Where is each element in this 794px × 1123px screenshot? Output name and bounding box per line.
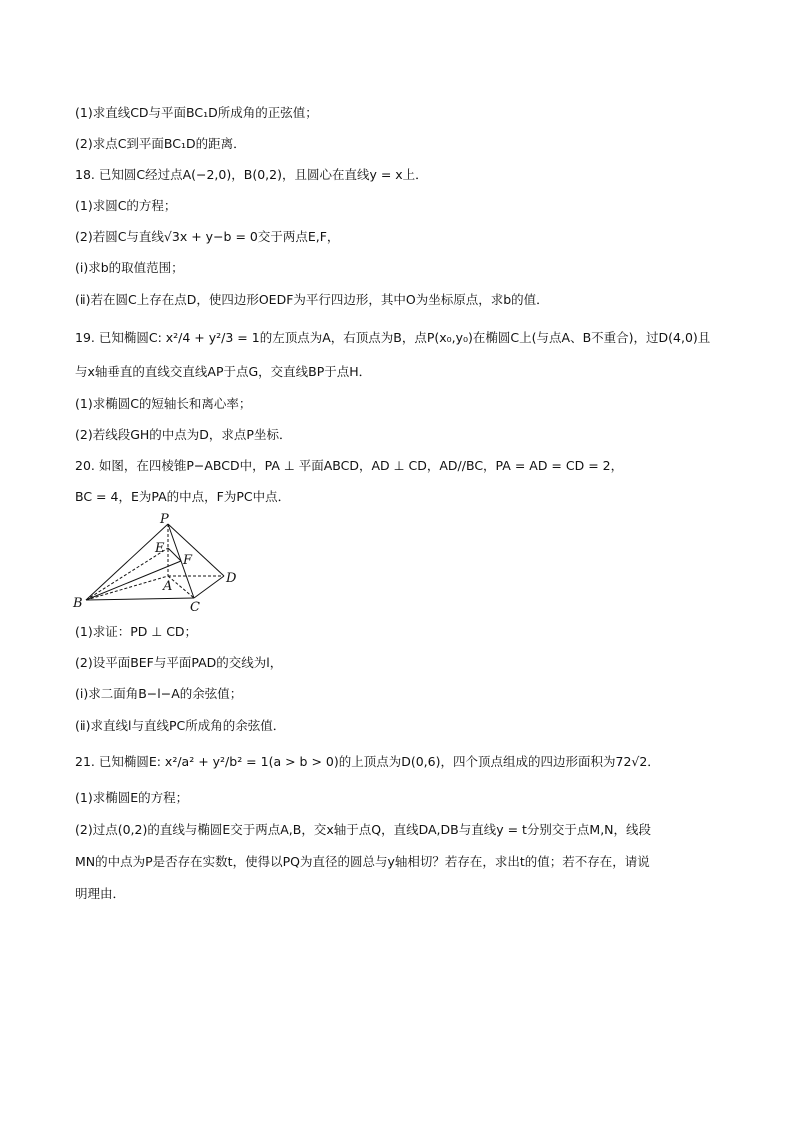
q18-part2: (2)若圆C与直线√3x + y−b = 0交于两点E,F， xyxy=(75,229,340,244)
q20-stem-line2: BC = 4，E为PA的中点，F为PC中点． xyxy=(75,489,291,504)
q19-stem-line1: 19. 已知椭圆C: x²/4 + y²/3 = 1的左顶点为A，右顶点为B，点P(x₀,y₀)在椭圆C上(与点A、B不重合)，过D(4,0)且 xyxy=(75,330,711,345)
q19-part1: (1)求椭圆C的短轴长和离心率； xyxy=(75,396,252,411)
q21-stem: 21. 已知椭圆E: x²/a² + y²/b² = 1(a > b > 0)的上顶点为D(0,6)，四个顶点组成的四边形面积为72√2． xyxy=(75,754,660,769)
q17-part1: (1)求直线CD与平面BC₁D所成角的正弦值； xyxy=(75,105,318,120)
q17-part2: (2)求点C到平面BC₁D的距离． xyxy=(75,136,246,151)
q18-part1: (1)求圆C的方程； xyxy=(75,198,177,213)
q20-part1: (1)求证：PD ⊥ CD； xyxy=(75,624,198,639)
q21-part2-line2: MN的中点为P是否存在实数t，使得以PQ为直径的圆总与y轴相切？若存在，求出t的值；若不存在，请说 xyxy=(75,854,650,869)
label-P: P xyxy=(160,512,169,527)
q20-part2-i: (ⅰ)求二面角B−l−A的余弦值； xyxy=(75,686,243,701)
edge-PD xyxy=(168,524,224,576)
label-A: A xyxy=(163,579,173,594)
q21-part1: (1)求椭圆E的方程； xyxy=(75,790,189,805)
q21-part2-line3: 明理由． xyxy=(75,886,126,901)
q20-stem-line1: 20. 如图，在四棱锥P−ABCD中，PA ⊥ 平面ABCD，AD ⊥ CD，AD//BC，PA = AD = CD = 2， xyxy=(75,458,624,473)
q19-stem-line2: 与x轴垂直的直线交直线AP于点G，交直线BP于点H． xyxy=(75,364,372,379)
q20-part2-ii: (ⅱ)求直线l与直线PC所成角的余弦值． xyxy=(75,718,286,733)
label-B: B xyxy=(73,596,83,611)
edge-BC xyxy=(86,598,194,600)
edge-PB xyxy=(86,524,168,600)
q20-part2: (2)设平面BEF与平面PAD的交线为l， xyxy=(75,655,283,670)
label-E: E xyxy=(155,541,165,556)
edge-CD xyxy=(194,576,224,598)
q19-part2: (2)若线段GH的中点为D，求点P坐标． xyxy=(75,427,292,442)
pyramid-figure xyxy=(72,512,247,614)
q21-part2-line1: (2)过点(0,2)的直线与椭圆E交于两点A,B，交x轴于点Q，直线DA,DB与直线y = t分别交于点M,N，线段 xyxy=(75,822,652,837)
label-D: D xyxy=(226,571,237,586)
q18-part2-i: (ⅰ)求b的取值范围； xyxy=(75,260,184,275)
q18-stem: 18. 已知圆C经过点A(−2,0)，B(0,2)，且圆心在直线y = x上． xyxy=(75,167,428,182)
q18-part2-ii: (ⅱ)若在圆C上存在点D，使四边形OEDF为平行四边形，其中O为坐标原点，求b的值． xyxy=(75,292,549,307)
label-F: F xyxy=(183,553,193,568)
label-C: C xyxy=(190,600,200,614)
